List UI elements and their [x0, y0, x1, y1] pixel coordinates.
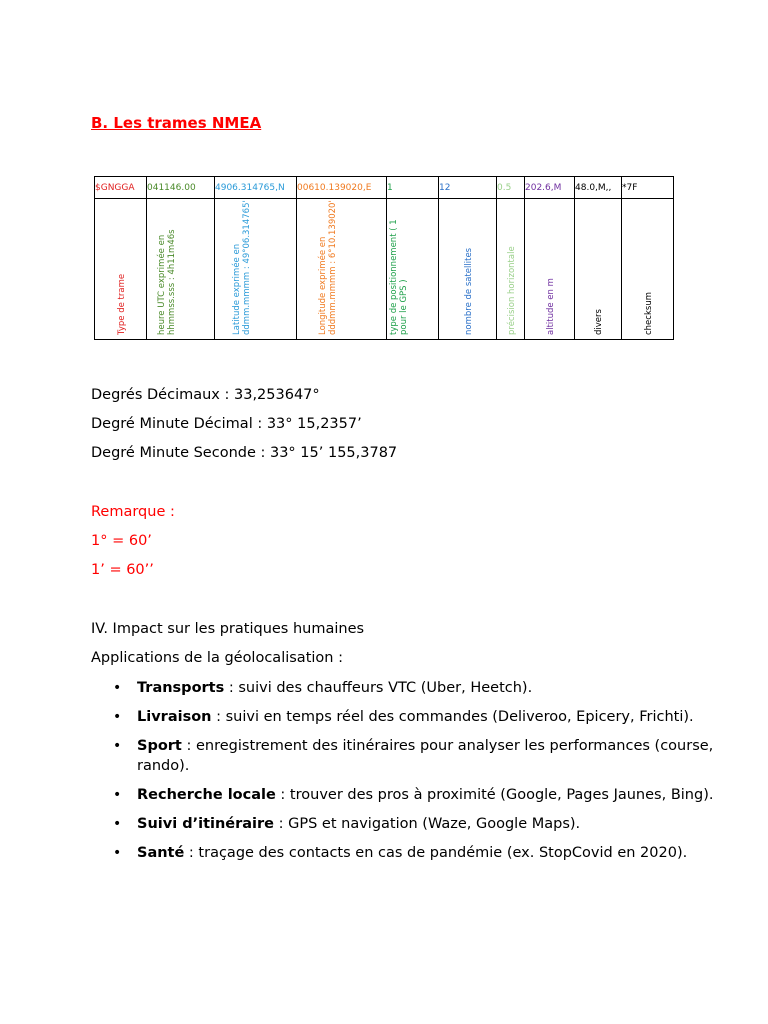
list-item-term: Transports: [137, 680, 225, 696]
nmea-label: Latitude exprimée en ddmm.mmmm : 49°06.314765': [231, 200, 252, 335]
nmea-value-cell: [95, 177, 147, 199]
nmea-label-cell: [387, 199, 439, 340]
applications-list: [91, 678, 737, 872]
nmea-label: nombre de satellites: [463, 247, 474, 335]
list-item-term: Santé: [137, 845, 185, 861]
nmea-label: checksum: [643, 292, 654, 335]
nmea-label-cell: [147, 199, 215, 340]
list-item-desc: : suivi des chauffeurs VTC (Uber, Heetch).: [224, 680, 533, 696]
nmea-label-cell: [297, 199, 387, 340]
degree-minute-decimal-line: Degré Minute Décimal : 33° 15,2357’: [91, 416, 362, 432]
nmea-label: heure UTC exprimée en hhmmss.sss : 4h11m46s: [156, 229, 177, 335]
nmea-value: 4906.314765,N: [215, 182, 285, 193]
nmea-value: $GNGGA: [95, 182, 135, 193]
nmea-value-cell: [439, 177, 497, 199]
remark-line-minute: 1’ = 60’’: [91, 562, 154, 578]
list-item: [137, 707, 737, 727]
list-item-desc: : enregistrement des itinéraires pour analyser les performances (course, rando).: [137, 738, 714, 774]
applications-intro: Applications de la géolocalisation :: [91, 650, 343, 666]
list-item: [137, 678, 737, 698]
section-4-title: IV. Impact sur les pratiques humaines: [91, 621, 365, 637]
list-item-term: Sport: [137, 738, 182, 754]
degree-minute-second-line: Degré Minute Seconde : 33° 15’ 155,3787: [91, 445, 398, 461]
decimal-degrees-line: Degrés Décimaux : 33,253647°: [91, 387, 320, 403]
nmea-label-cell: [497, 199, 525, 340]
list-item-term: Recherche locale: [137, 787, 276, 803]
nmea-label-cell: [525, 199, 575, 340]
nmea-value-cell: [497, 177, 525, 199]
nmea-label-cell: [95, 199, 147, 340]
nmea-value: 00610.139020,E: [297, 182, 372, 193]
nmea-label: divers: [594, 309, 604, 335]
nmea-value-cell: [387, 177, 439, 199]
list-item-desc: : trouver des pros à proximité (Google, Pages Jaunes, Bing).: [275, 787, 714, 803]
nmea-label-cell: [215, 199, 297, 340]
nmea-value: 0.5: [497, 182, 512, 193]
nmea-value: 202.6,M: [525, 182, 562, 193]
list-item-desc: : suivi en temps réel des commandes (Deliveroo, Epicery, Frichti).: [211, 709, 694, 725]
list-item: [137, 814, 737, 834]
nmea-value-cell: [622, 177, 674, 199]
nmea-value: 48.0,M,,: [575, 182, 612, 193]
nmea-values-row: [95, 177, 674, 199]
nmea-value: 1: [387, 182, 393, 193]
nmea-value-cell: [215, 177, 297, 199]
nmea-label: Longitude exprimée en dddmm.mmmm : 6°10.139020': [317, 200, 338, 335]
remark-title: Remarque :: [91, 504, 175, 520]
nmea-label: altitude en m: [545, 278, 556, 335]
nmea-value-cell: [575, 177, 622, 199]
list-item-desc: : GPS et navigation (Waze, Google Maps).: [274, 816, 581, 832]
nmea-label-cell: [439, 199, 497, 340]
nmea-value: *7F: [622, 182, 638, 193]
nmea-value-cell: [525, 177, 575, 199]
nmea-label-cell: [575, 199, 622, 340]
remark-line-degree: 1° = 60’: [91, 533, 152, 549]
list-item: [137, 736, 737, 776]
nmea-label: type de positionnement ( 1 pour le GPS ): [388, 219, 409, 335]
section-title: B. Les trames NMEA: [91, 114, 262, 132]
list-item-term: Livraison: [137, 709, 212, 725]
nmea-labels-row: [95, 199, 674, 340]
list-item-desc: : traçage des contacts en cas de pandémie (ex. StopCovid en 2020).: [184, 845, 688, 861]
list-item: [137, 785, 737, 805]
nmea-label: Type de trame: [116, 273, 127, 335]
nmea-label-cell: [622, 199, 674, 340]
nmea-label: précision horizontale: [506, 246, 517, 335]
nmea-value: 041146.00: [147, 182, 196, 193]
list-item: [137, 843, 737, 863]
nmea-value-cell: [147, 177, 215, 199]
nmea-value: 12: [439, 182, 451, 193]
nmea-value-cell: [297, 177, 387, 199]
list-item-term: Suivi d’itinéraire: [137, 816, 275, 832]
nmea-frame-table: [94, 176, 674, 340]
